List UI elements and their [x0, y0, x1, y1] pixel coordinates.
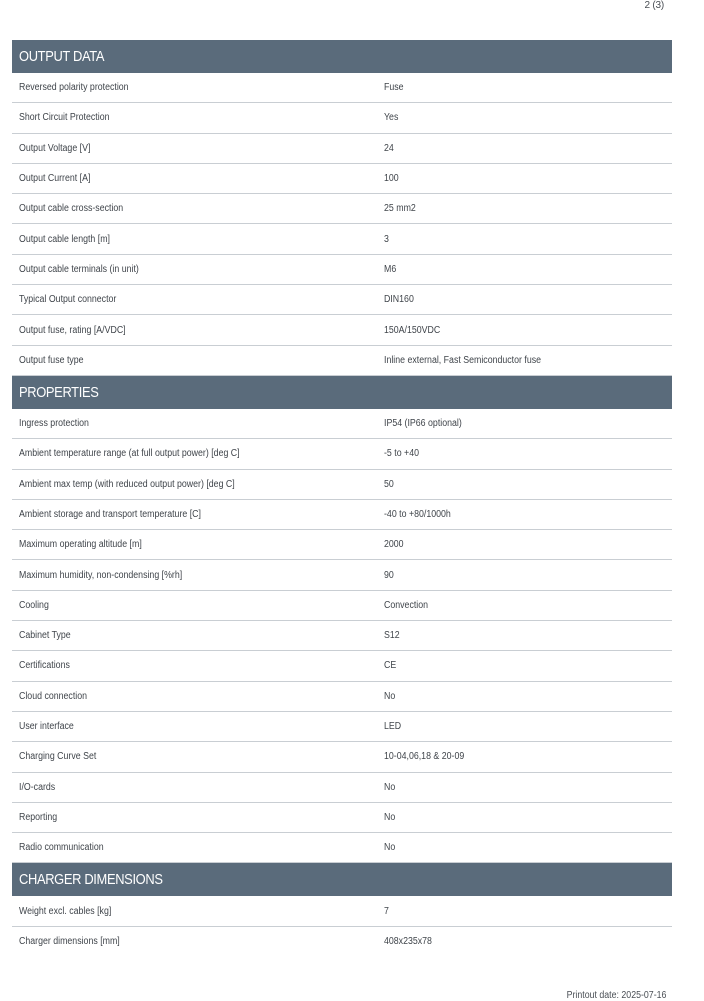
table-row [12, 194, 672, 224]
row-value: 90 [384, 569, 394, 581]
row-value: 10-04,06,18 & 20-09 [384, 751, 465, 763]
row-label: Output Voltage [V] [19, 142, 91, 154]
row-value: Yes [384, 112, 399, 124]
table-row [12, 560, 672, 590]
section-header: PROPERTIES [12, 376, 672, 409]
row-value: No [384, 811, 396, 823]
section-properties [12, 376, 672, 863]
table-row [12, 927, 672, 957]
row-value: -40 to +80/1000h [384, 509, 451, 520]
row-label: Charger dimensions [mm] [19, 936, 120, 948]
row-label: Output Current [A] [19, 173, 91, 185]
row-value: 50 [384, 478, 394, 490]
row-value: CE [384, 660, 397, 672]
page-number: 2 (3) [644, 0, 664, 11]
row-value: M6 [384, 263, 397, 275]
row-label: Weight excl. cables [kg] [19, 905, 112, 917]
row-value: S12 [384, 630, 400, 642]
printout-date: Printout date: 2025-07-16 [566, 990, 666, 1001]
row-value: 100 [384, 173, 399, 185]
table-row [12, 530, 672, 560]
row-label: Output cable cross-section [19, 203, 124, 215]
table-row [12, 470, 672, 500]
table-row [12, 134, 672, 164]
section-header: CHARGER DIMENSIONS [12, 863, 672, 896]
row-value: IP54 (IP66 optional) [384, 418, 462, 430]
row-value: LED [384, 721, 402, 733]
table-row [12, 224, 672, 254]
row-label: Reversed polarity protection [19, 82, 129, 94]
table-row [12, 651, 672, 681]
row-label: I/O-cards [19, 781, 56, 793]
row-label: Charging Curve Set [19, 751, 97, 763]
table-row [12, 255, 672, 285]
row-label: Output fuse type [19, 354, 84, 366]
row-value: Convection [384, 599, 429, 611]
table-row [12, 285, 672, 315]
row-label: Ambient storage and transport temperature [C] [19, 509, 201, 520]
table-row [12, 103, 672, 133]
row-value: 150A/150VDC [384, 324, 441, 336]
row-label: Certifications [19, 660, 70, 672]
section-header: OUTPUT DATA [12, 40, 672, 73]
table-row [12, 833, 672, 863]
row-label: Reporting [19, 811, 58, 823]
row-value: DIN160 [384, 294, 414, 306]
row-label: Radio communication [19, 842, 104, 854]
row-value: 2000 [384, 539, 404, 551]
row-label: Output fuse, rating [A/VDC] [19, 324, 126, 336]
table-row [12, 591, 672, 621]
row-value: 24 [384, 142, 394, 154]
row-value: 408x235x78 [384, 936, 432, 948]
spec-sheet [12, 40, 672, 957]
row-label: Maximum humidity, non-condensing [%rh] [19, 569, 183, 581]
row-value: Fuse [384, 82, 404, 94]
table-row [12, 409, 672, 439]
row-value: -5 to +40 [384, 448, 419, 460]
row-value: No [384, 842, 396, 854]
table-row [12, 682, 672, 712]
row-label: User interface [19, 721, 74, 733]
table-row [12, 500, 672, 530]
table-row [12, 773, 672, 803]
row-value: Inline external, Fast Semiconductor fuse [384, 354, 542, 366]
row-value: 3 [384, 233, 389, 245]
table-row [12, 712, 672, 742]
row-label: Cloud connection [19, 690, 88, 702]
table-row [12, 164, 672, 194]
row-label: Ingress protection [19, 418, 89, 430]
row-label: Ambient max temp (with reduced output power) [deg C] [19, 478, 235, 490]
row-label: Output cable terminals (in unit) [19, 263, 139, 275]
row-label: Ambient temperature range (at full output power) [deg C] [19, 448, 240, 460]
row-value: 7 [384, 905, 389, 917]
row-label: Typical Output connector [19, 294, 117, 306]
table-row [12, 803, 672, 833]
row-label: Short Circuit Protection [19, 112, 110, 124]
table-row [12, 315, 672, 345]
section-charger-dimensions [12, 863, 672, 957]
row-label: Cooling [19, 599, 49, 611]
table-row [12, 439, 672, 469]
table-row [12, 346, 672, 376]
row-label: Output cable length [m] [19, 233, 110, 245]
table-row [12, 896, 672, 926]
row-label: Cabinet Type [19, 630, 71, 642]
table-row [12, 742, 672, 772]
row-value: No [384, 690, 396, 702]
row-label: Maximum operating altitude [m] [19, 539, 142, 551]
table-row [12, 621, 672, 651]
row-value: 25 mm2 [384, 203, 416, 215]
table-row [12, 73, 672, 103]
section-output-data [12, 40, 672, 376]
row-value: No [384, 781, 396, 793]
